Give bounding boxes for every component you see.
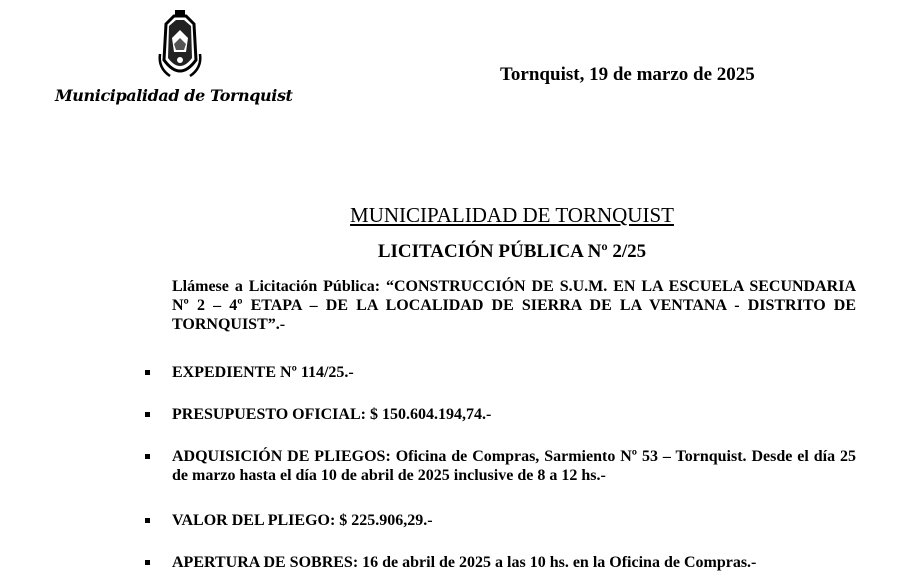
list-item-text: VALOR DEL PLIEGO: $ 225.906,29.-: [172, 512, 433, 529]
bullet-icon: [145, 412, 150, 417]
intro-paragraph: Llámese a Licitación Pública: “CONSTRUCCIÓN DE S.U.M. EN LA ESCUELA SECUNDARIA Nº 2 – 4º ETAPA – DE LA LOCALIDAD DE SIERRA DE LA VENTANA - DISTRITO DE TORNQUIST”.-: [172, 278, 856, 333]
municipal-coat-of-arms-icon: [156, 8, 204, 84]
list-item: [172, 363, 856, 382]
list-item-text: ADQUISICIÓN DE PLIEGOS: Oficina de Compras, Sarmiento Nº 53 – Tornquist. Desde el día 25 de marzo hasta el día 10 de abril de 2025 inclusive de 8 a 12 hs.-: [172, 448, 856, 484]
list-item: [172, 553, 856, 572]
bullet-icon: [145, 370, 150, 375]
document-subtitle: LICITACIÓN PÚBLICA Nº 2/25: [377, 241, 647, 262]
organization-script-name: Municipalidad de Tornquist: [55, 86, 293, 105]
list-item: [172, 405, 856, 424]
date-line: Tornquist, 19 de marzo de 2025: [500, 64, 755, 85]
list-item: [172, 511, 856, 530]
bullet-icon: [145, 560, 150, 565]
list-item-text: PRESUPUESTO OFICIAL: $ 150.604.194,74.-: [172, 406, 492, 423]
list-item-text: EXPEDIENTE Nº 114/25.-: [172, 364, 354, 381]
bullet-icon: [145, 518, 150, 523]
bullet-icon: [145, 454, 150, 459]
document-title: MUNICIPALIDAD DE TORNQUIST: [350, 203, 674, 227]
list-item-text: APERTURA DE SOBRES: 16 de abril de 2025 a las 10 hs. en la Oficina de Compras.-: [172, 554, 757, 571]
list-item: [172, 447, 856, 485]
